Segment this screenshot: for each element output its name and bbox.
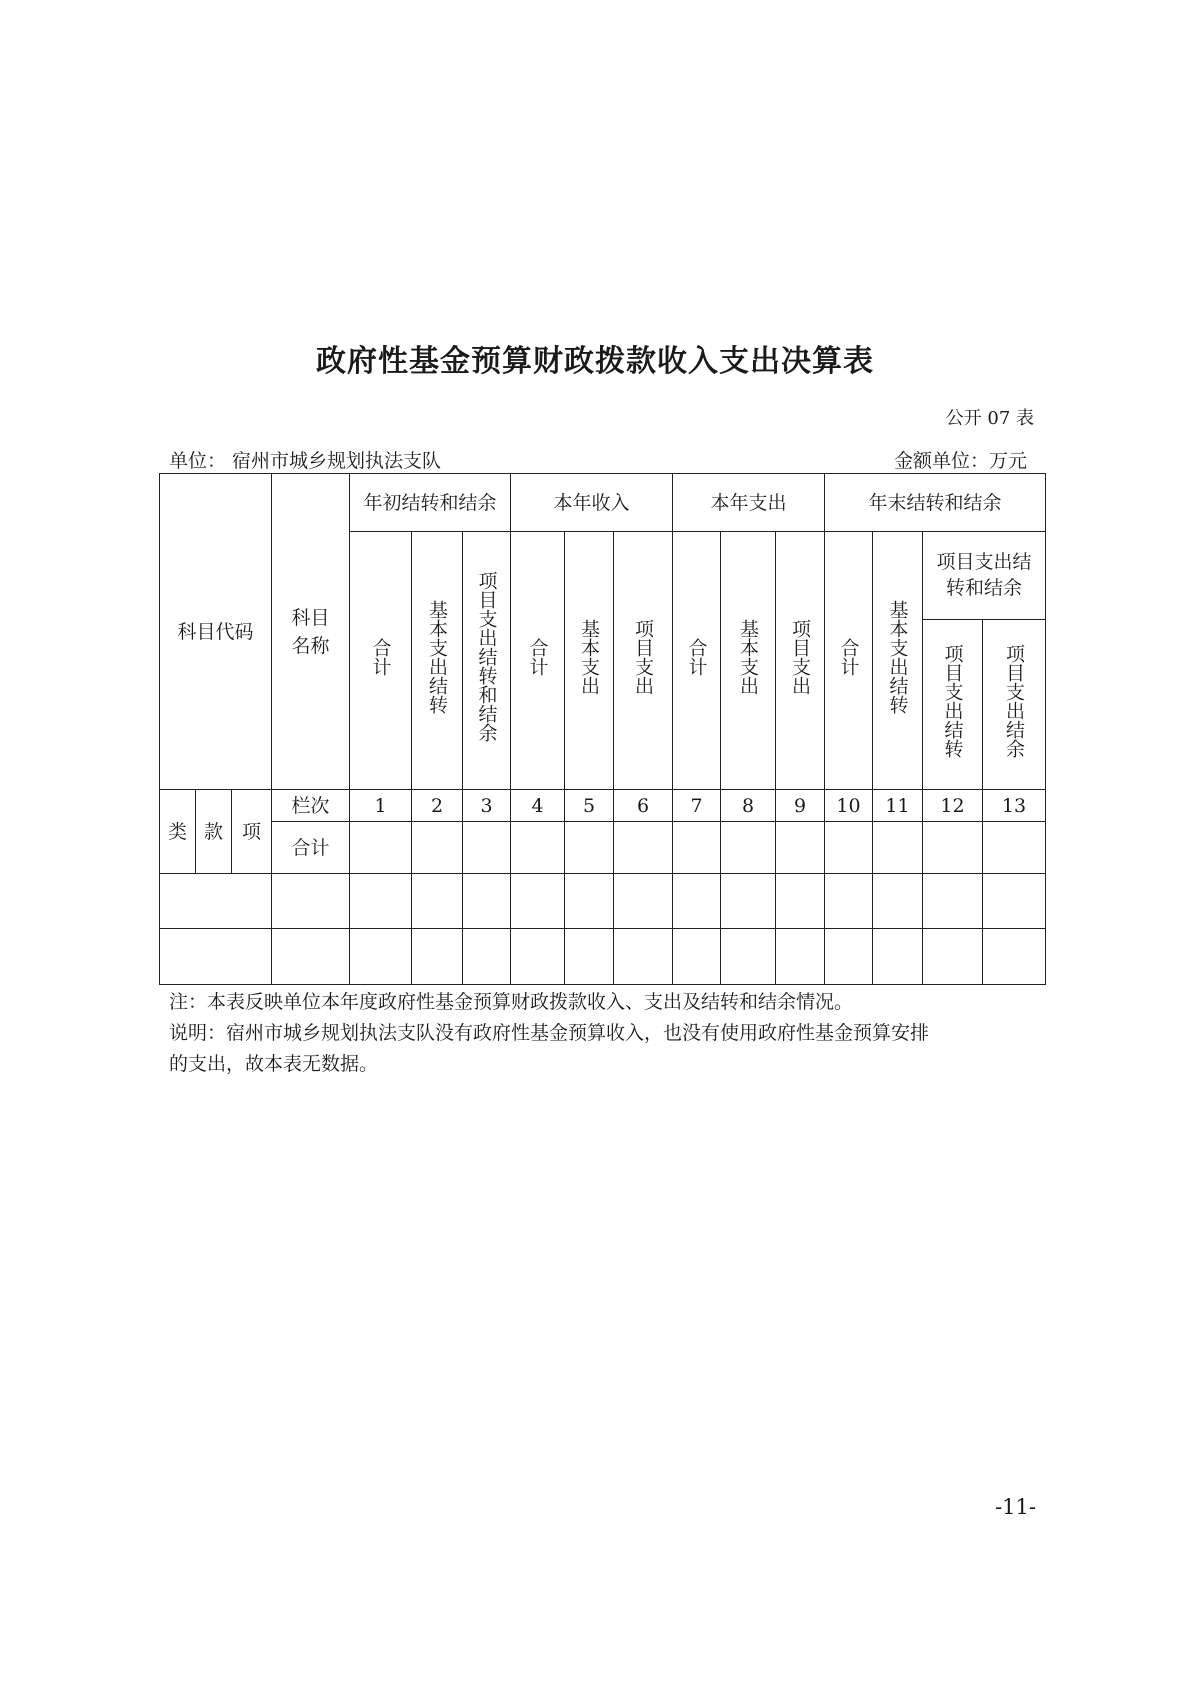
table-cell [511,874,565,929]
amount-unit: 金额单位：万元 [893,450,1027,472]
table-cell [272,929,350,985]
table-cell [614,874,673,929]
table-cell [923,822,983,874]
table-cell [350,822,412,874]
group-header-income: 本年收入 [511,474,673,532]
table-cell [825,929,873,985]
col-number: 7 [673,790,721,822]
table-cell [565,874,614,929]
col-number: 12 [923,790,983,822]
table-cell [160,874,272,929]
group-header-closing: 年末结转和结余 [825,474,1046,532]
col-number: 11 [873,790,923,822]
table-cell [983,822,1046,874]
opening-total-header: 合计 [350,532,412,790]
subject-name-header: 科目名称 [272,474,350,790]
table-cell [776,822,825,874]
table-cell [923,929,983,985]
closing-total-header: 合计 [825,532,873,790]
note-line-3: 的支出，故本表无数据。 [169,1053,379,1075]
kuan-label: 款 [196,790,232,874]
table-cell [873,822,923,874]
table-cell [463,929,511,985]
table-cell [412,822,463,874]
col-number: 5 [565,790,614,822]
expense-project-header: 项目支出 [776,532,825,790]
table-cell [565,822,614,874]
page-title: 政府性基金预算财政拨款收入支出决算表 [316,344,874,379]
table-cell [825,822,873,874]
table-cell [160,929,272,985]
table-cell [923,874,983,929]
table-cell [673,822,721,874]
col-number: 2 [412,790,463,822]
income-total-header: 合计 [511,532,565,790]
group-header-opening: 年初结转和结余 [350,474,511,532]
heji-label: 合计 [272,822,350,874]
opening-project-header: 项目支出结转和结余 [463,532,511,790]
table-row [160,929,1046,985]
expense-basic-header: 基本支出 [721,532,776,790]
reporting-unit: 单位： 宿州市城乡规划执法支队 [169,450,442,472]
table-cell [721,929,776,985]
col-number: 1 [350,790,412,822]
income-basic-header: 基本支出 [565,532,614,790]
lanci-label: 栏次 [272,790,350,822]
closing-basic-carry-header: 基本支出结转 [873,532,923,790]
table-number: 公开 07 表 [945,408,1034,429]
col-number: 6 [614,790,673,822]
col-number: 10 [825,790,873,822]
col-number: 8 [721,790,776,822]
table-cell [873,874,923,929]
table-cell [511,929,565,985]
table-cell [776,929,825,985]
col-number: 9 [776,790,825,822]
table-cell [983,929,1046,985]
budget-table [159,473,1046,985]
table-cell [412,874,463,929]
closing-project-carry-header: 项目支出结转 [923,620,983,790]
table-cell [721,822,776,874]
table-cell [873,929,923,985]
xiang-label: 项 [232,790,272,874]
table-cell [565,929,614,985]
lei-label: 类 [160,790,196,874]
table-cell [673,929,721,985]
table-cell [776,874,825,929]
col-number: 3 [463,790,511,822]
table-cell [412,929,463,985]
page-number: -11- [995,1495,1036,1519]
note-line-2: 说明：宿州市城乡规划执法支队没有政府性基金预算收入，也没有使用政府性基金预算安排 [169,1022,930,1044]
table-cell [463,822,511,874]
table-cell [350,874,412,929]
expense-total-header: 合计 [673,532,721,790]
table-cell [983,874,1046,929]
col-number: 13 [983,790,1046,822]
group-header-expense: 本年支出 [673,474,825,532]
table-cell [463,874,511,929]
table-cell [511,822,565,874]
table-cell [614,929,673,985]
table-row [160,874,1046,929]
subject-code-header: 科目代码 [160,474,272,790]
income-project-header: 项目支出 [614,532,673,790]
table-cell [721,874,776,929]
table-cell [825,874,873,929]
closing-project-balance-header: 项目支出结余 [983,620,1046,790]
closing-project-group-header: 项目支出结转和结余 [923,532,1046,620]
table-cell [272,874,350,929]
table-cell [673,874,721,929]
table-cell [614,822,673,874]
table-cell [350,929,412,985]
col-number: 4 [511,790,565,822]
opening-basic-carry-header: 基本支出结转 [412,532,463,790]
note-line-1: 注：本表反映单位本年度政府性基金预算财政拨款收入、支出及结转和结余情况。 [169,991,854,1013]
